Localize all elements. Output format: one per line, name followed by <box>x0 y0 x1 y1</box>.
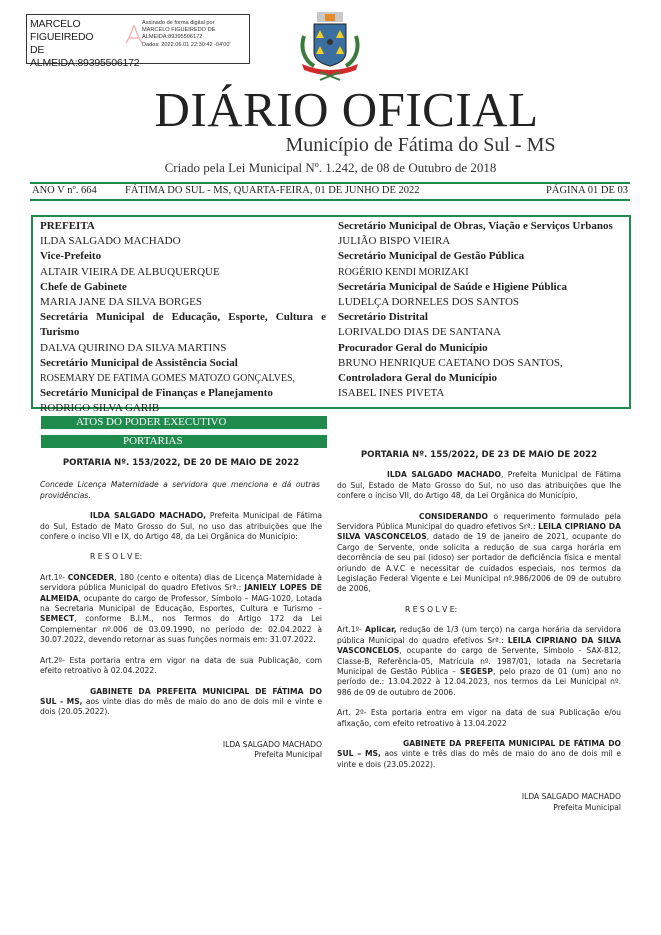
role-label: Chefe de Gabinete <box>40 280 127 293</box>
signature-detail-line: ALMEIDA:89395506172 <box>142 34 203 41</box>
preamble-author: ILDA SALGADO MACHADO <box>387 470 502 480</box>
employee-name: JANIELY LOPES DE ALMEIDA <box>40 583 322 603</box>
preamble-text: , Prefeita Municipal de Fátima do Sul, Estado de Mato Grosso do Sul, no uso das atribuições que lhe confere o inciso VII, do Artigo 48, da Lei Orgânica do Município, <box>337 470 621 501</box>
signer-name-line: ALMEIDA:89395506172 <box>30 57 140 69</box>
official-name: ILDA SALGADO MACHADO <box>40 235 181 248</box>
closing-office: GABINETE DA PREFEITA MUNICIPAL DE FÁTIMA DO SUL – MS, <box>337 738 621 759</box>
section-banner-portarias: PORTARIAS <box>41 435 327 448</box>
portaria-preamble <box>40 511 322 542</box>
considering-label: CONSIDERANDO <box>419 511 489 521</box>
signer-name: ILDA SALGADO MACHADO <box>222 739 322 749</box>
official-name: ISABEL INES PIVETA <box>338 387 445 400</box>
employee-name: LEILA CIPRIANO DA SILVA VASCONCELOS <box>337 522 621 542</box>
pdf-signature-icon <box>124 23 144 47</box>
signature-detail-line: Dados: 2022.06.01 22:30:42 -04'00' <box>142 41 231 48</box>
role-label: Secretário Municipal de Gestão Pública <box>338 250 525 263</box>
article-2: Art. 2º- Esta portaria entra em vigor na data de sua Publicação e/ou afixação, com efeito retroativo à 13.04.2022 <box>337 708 621 728</box>
official-name: RODRIGO SILVA GARIB <box>40 402 160 415</box>
signer-title: Prefeita Municipal <box>254 750 322 760</box>
article-1 <box>40 573 322 646</box>
preamble-text: Prefeita Municipal de Fátima do Sul, Estado de Mato Grosso do Sul, no uso das atribuições que lhe confere o inciso VII e IX, do Artigo 48, da Lei Orgânica do Município: <box>40 511 322 542</box>
role-label: Secretário Municipal de Obras, Viação e Serviços Urbanos <box>338 220 613 232</box>
signature-details <box>140 15 233 63</box>
coat-of-arms-icon <box>290 8 370 82</box>
portaria-title: PORTARIA Nº. 153/2022, DE 20 DE MAIO DE 2022 <box>62 458 300 468</box>
role-label: Secretária Municipal de Saúde e Higiene Pública <box>338 280 567 293</box>
signer-name: ILDA SALGADO MACHADO <box>521 792 621 802</box>
portaria-summary: Concede Licença Maternidade a servidora que menciona e dá outras providências. <box>40 480 320 500</box>
official-name: ALTAIR VIEIRA DE ALBUQUERQUE <box>40 265 220 278</box>
role-label: PREFEITA <box>40 220 95 232</box>
portaria-preamble <box>337 470 621 501</box>
resolve-heading: R E S O L V E: <box>90 552 143 562</box>
portaria-153 <box>40 458 322 761</box>
official-name: LORIVALDO DIAS DE SANTANA <box>338 326 501 339</box>
municipality-subtitle: Município de Fátima do Sul - MS <box>285 134 556 156</box>
considering-paragraph <box>337 512 621 595</box>
signature-detail-line: Assinado de forma digital por <box>142 20 215 26</box>
signer-title: Prefeita Municipal <box>553 802 621 812</box>
creation-law: Criado pela Lei Municipal Nº. 1.242, de 08 de Outubro de 2018 <box>164 160 497 175</box>
article-1 <box>337 625 621 698</box>
official-name: BRUNO HENRIQUE CAETANO DOS SANTOS, <box>338 356 563 369</box>
preamble-author: ILDA SALGADO MACHADO, <box>90 511 206 521</box>
closing-text: aos vinte e três dias do mês de maio do ano de dois mil e vinte e dois (23.05.2022). <box>337 749 621 769</box>
article-verb: Aplicar, <box>365 625 397 635</box>
considering-text: o requerimento formulado pela Servidora Pública Municipal do quadro efetivos Srª.: <box>337 511 621 532</box>
role-label: Vice-Prefeito <box>40 250 102 263</box>
official-name: DALVA QUIRINO DA SILVA MARTINS <box>40 341 227 354</box>
newspaper-title: DIÁRIO OFICIAL <box>154 82 539 137</box>
authorities-left-column <box>40 219 326 417</box>
resolve-heading: R E S O L V E: <box>405 604 458 614</box>
official-name: MARIA JANE DA SILVA BORGES <box>40 296 202 309</box>
signer-name-line: MARCELO FIGUEIREDO <box>30 18 94 43</box>
authorities-box <box>31 215 631 415</box>
official-name: LUDELÇA DORNELES DOS SANTOS <box>338 296 520 309</box>
article-text: , ocupante do cargo de Servente, Símbolo - SAX-812, Classe-B, Referência-05, Matrícula nº. 1987/01, lotada na Secretaria Municipal de Gestão Pública – <box>337 646 621 676</box>
article-prefix: Art.1º- <box>337 625 365 635</box>
portaria-title: PORTARIA Nº. 155/2022, DE 23 DE MAIO DE 2022 <box>360 450 598 460</box>
closing-statement <box>40 687 322 718</box>
role-label: Secretário Distrital <box>338 311 428 324</box>
closing-text: aos vinte dias do mês de maio do ano de dois mil e vinte e dois (20.05.2022). <box>40 696 322 717</box>
official-name: JULIÃO BISPO VIEIRA <box>338 235 451 248</box>
closing-office: GABINETE DA PREFEITA MUNICIPAL DE FÁTIMA DO SUL - MS, <box>40 686 322 706</box>
article-text: , conforme B.I.M., nos Termos do Artigo 172 da Lei Complementar nº.006 de 03.09.1990, no período de: 02.04.2022 à 30.07.2022, devendo retornar as suas funções normais em: 31.07.2022. <box>40 614 322 645</box>
issue-place-date: FÁTIMA DO SUL - MS, QUARTA-FEIRA, 01 DE JUNHO DE 2022 <box>125 185 420 196</box>
article-text: redução de 1/3 (um terço) na carga horária da servidora pública Municipal do quadro efetivos Srª.: <box>337 625 621 645</box>
article-verb: CONCEDER <box>67 572 115 582</box>
digital-signature-box <box>26 14 250 69</box>
closing-statement <box>337 739 621 770</box>
role-label: Secretário Municipal de Assistência Social <box>40 356 238 369</box>
official-name: ROGÉRIO KENDI MORIZAKI <box>338 266 469 278</box>
article-prefix: Art.1º- <box>40 572 68 582</box>
department-acronym: SEMECT <box>40 614 75 624</box>
article-text: , 180 (cento e oitenta) dias de Licença Maternidade à servidora pública Municipal do quadro Efetivos Srª.: <box>40 572 322 593</box>
department-acronym: SEGESP <box>459 666 493 676</box>
role-label: Secretário Municipal de Finanças e Planejamento <box>40 387 273 400</box>
section-banner-acts: ATOS DO PODER EXECUTIVO <box>41 416 327 429</box>
page-number: PÁGINA 01 DE 03 <box>546 185 628 196</box>
article-text: , pelo prazo de 01 (um) ano no período de.: 13.04.2022 à 12.04.2023, nos termos da Lei Municipal nº. 986 de 09 de outubro de 2006. <box>337 666 621 697</box>
role-label: Controladora Geral do Município <box>338 372 497 385</box>
considering-text: , datado de 19 de janeiro de 2021, ocupante do Cargo de Servente, onde solicita a redução de sua carga horária em decorrência de seu pai (idoso) ser portador de deficiência física e mental oriundo de A.V.C e necessitar de cuidados especiais, nos termos da Legislação Federal Vigente e Lei Municipal nº.986/2006 de 09 de outubro de 2006, <box>337 532 622 594</box>
signature-detail-line: MARCELO FIGUEIREDO DE <box>142 27 216 34</box>
official-name: ROSEMARY DE FATIMA GOMES MATOZO GONÇALVES, <box>40 373 296 385</box>
employee-name: LEILA CIPRIANO DA SILVA VASCONCELOS <box>337 635 621 656</box>
role-label: Procurador Geral do Município <box>338 341 488 354</box>
article-2: Art.2º- Esta portaria entra em vigor na data de sua Publicação, com efeito retroativo à 02.04.2022. <box>40 655 322 676</box>
role-label: Secretária Municipal de Educação, Esporte, Cultura e Turismo <box>40 311 326 339</box>
top-rule <box>30 182 630 184</box>
issue-number: ANO V nº. 664 <box>32 185 97 196</box>
portaria-155 <box>337 450 621 813</box>
bottom-rule <box>30 199 630 201</box>
article-text: , ocupante do cargo de Professor, Símbolo – MAG-1020, Lotada na Secretaria Municipal de Educação, Esportes, Cultura e Turismo – <box>40 593 322 614</box>
signer-name-line: DE <box>30 44 45 56</box>
authorities-right-column <box>338 219 628 401</box>
